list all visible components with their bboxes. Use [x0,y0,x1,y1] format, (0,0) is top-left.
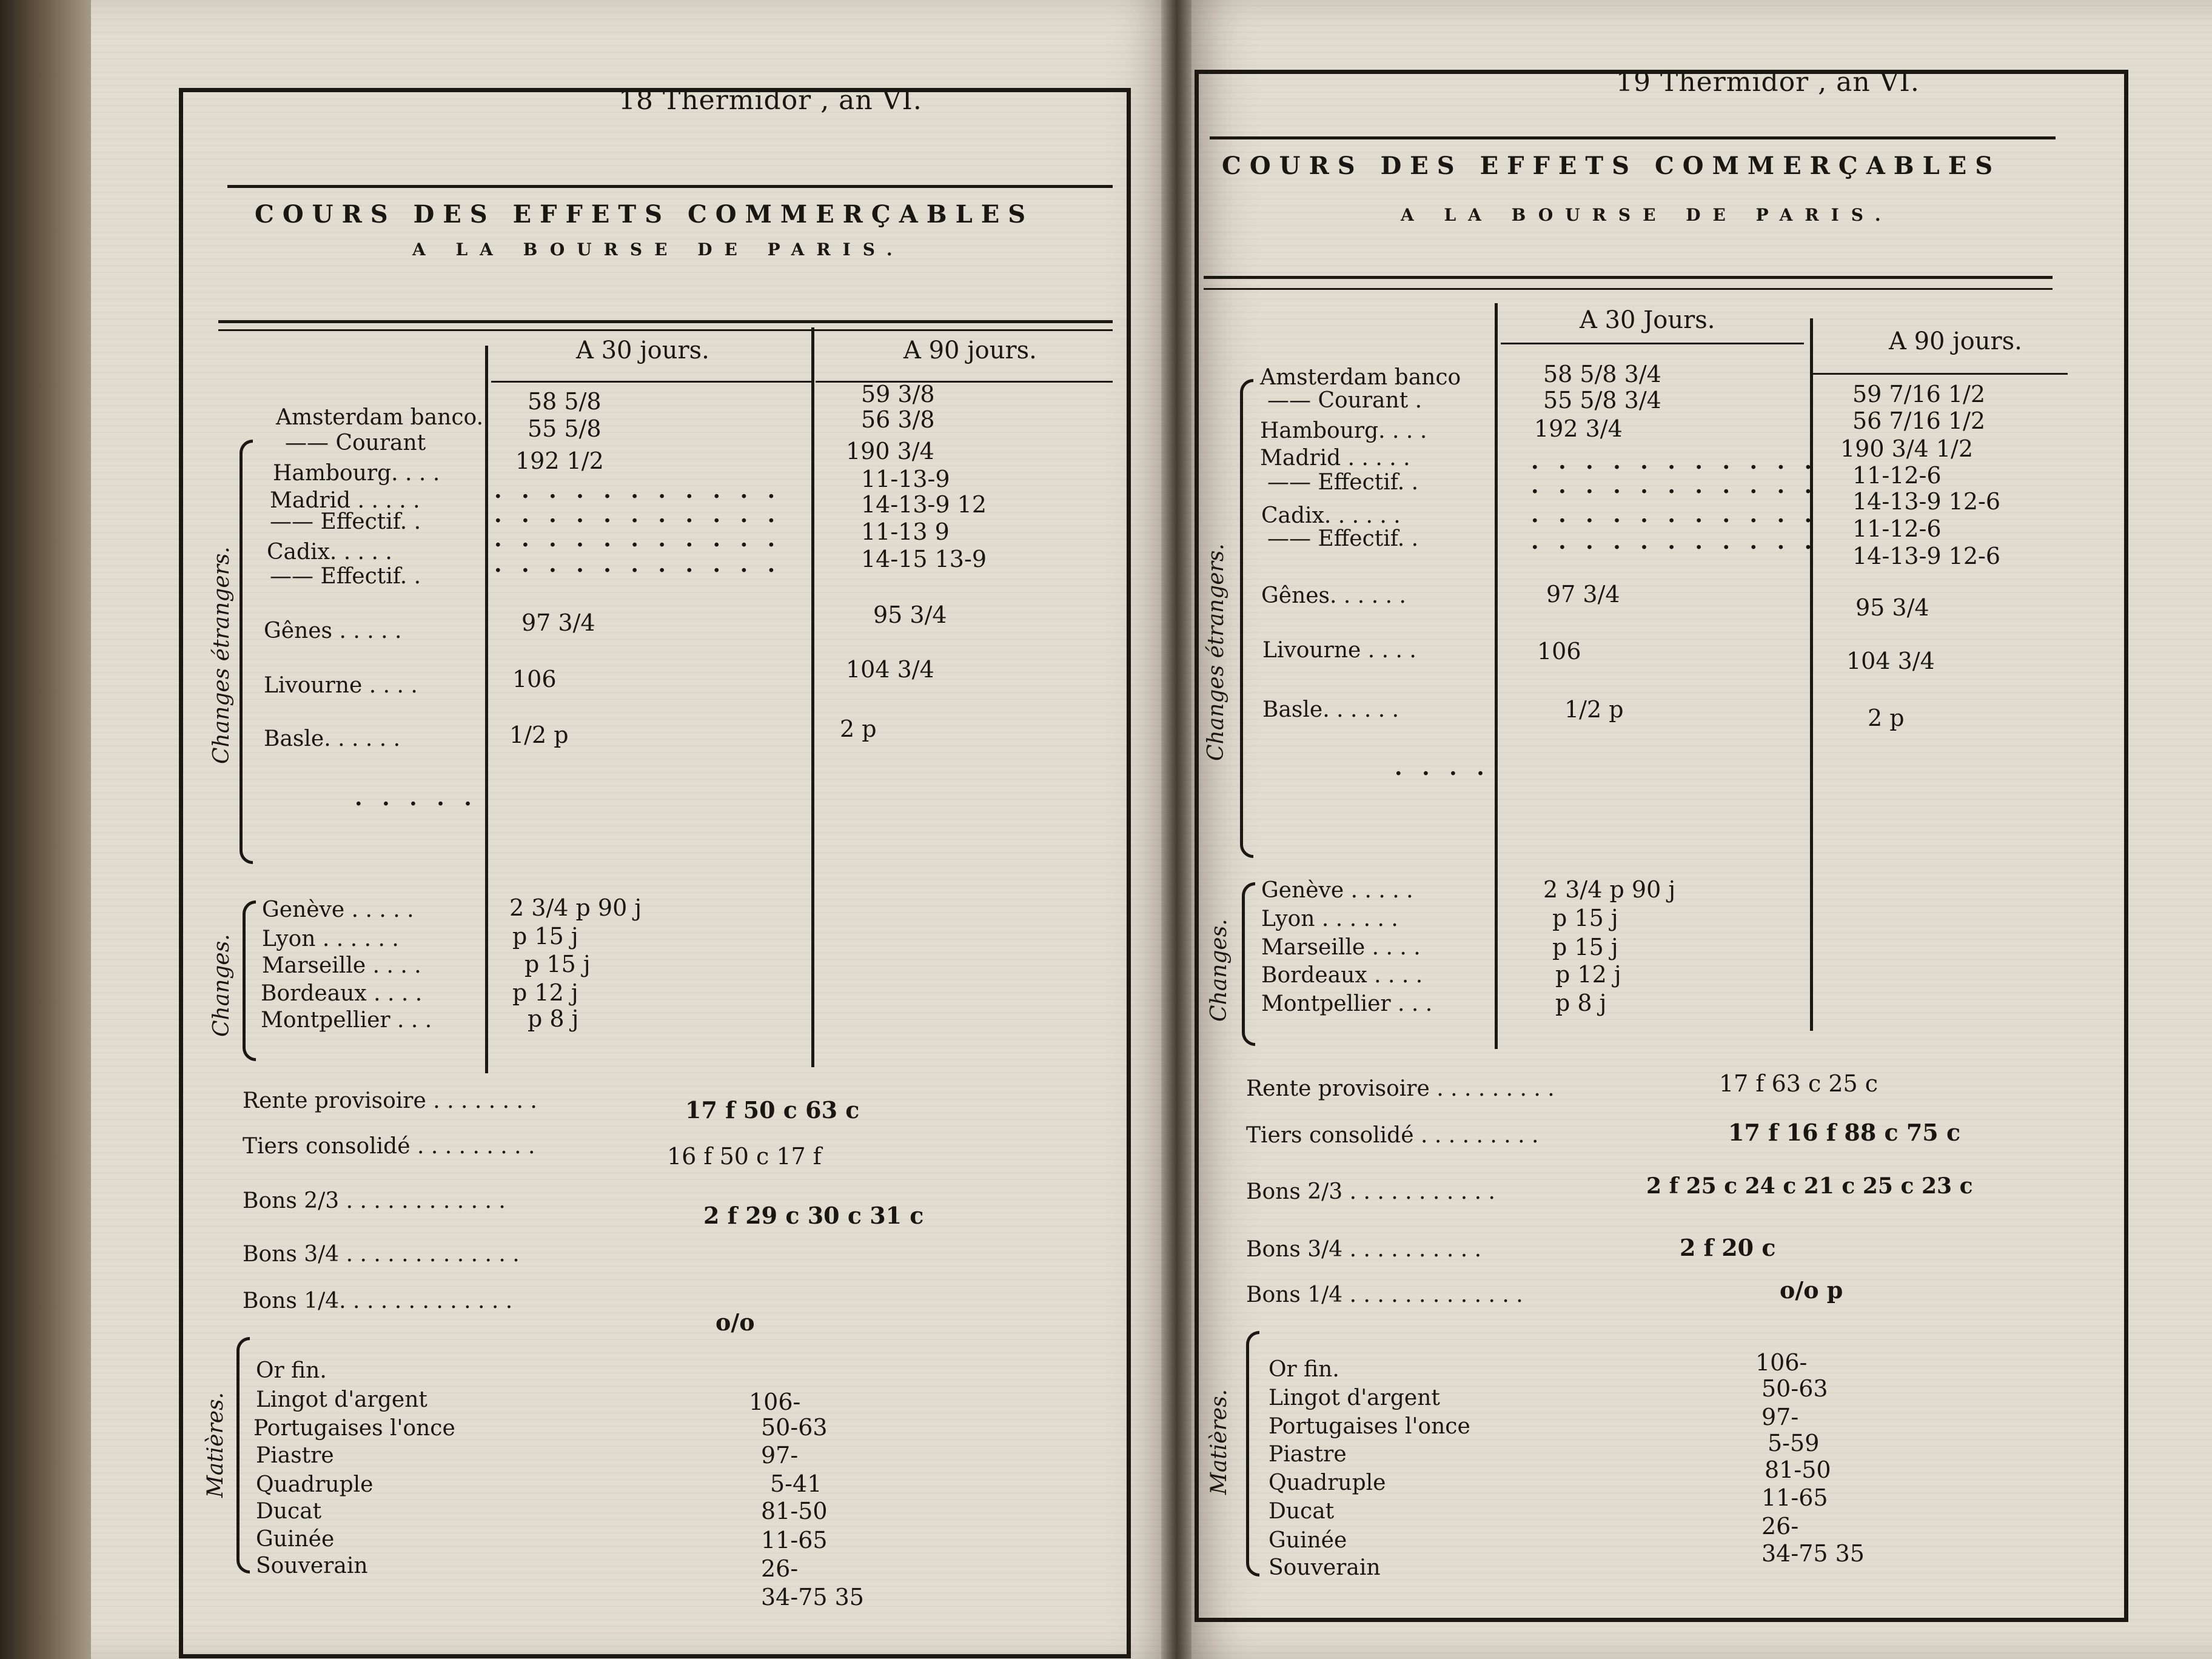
left-matiere-label: Piastre [256,1443,334,1468]
right-rente-value: 17 f 63 c 25 c [1719,1070,1879,1097]
left-row-v30: 192 1/2 [515,447,604,474]
right-matiere-label: Portugaises l'once [1269,1414,1470,1439]
right-row-v90: 11-12-6 [1852,515,1942,542]
left-domestic-label: Lyon . . . . . . [262,927,399,951]
right-row-v30: 58 5/8 3/4 [1543,361,1661,387]
right-domestic-value: p 12 j [1555,961,1621,988]
right-row-v90: 11-12-6 [1852,462,1942,489]
right-group-foreign: Changes étrangers. [1204,543,1228,761]
left-row-v30: 55 5/8 [528,415,602,442]
right-domestic-value: 2 3/4 p 90 j [1543,876,1676,903]
left-brace-foreign [240,440,253,864]
left-row-v30-dots: . . . . . . . . . . . [494,502,782,528]
left-rente-label: Rente provisoire . . . . . . . . [243,1088,537,1113]
right-matiere-value: 106- [1755,1349,1808,1376]
right-matiere-label: Ducat [1269,1499,1335,1524]
left-col-30-rule [491,381,813,383]
right-row-v30: 1/2 p [1564,696,1624,723]
right-row-v90: 2 p [1868,705,1905,731]
left-domestic-value: p 8 j [528,1005,579,1032]
right-matiere-value: 97- [1761,1404,1799,1430]
right-domestic-label: Montpellier . . . [1261,991,1433,1016]
left-matiere-label: Or fin. [256,1358,327,1383]
right-row-label: Cadix. . . . . . [1261,503,1401,528]
right-title-rule-top [1204,276,2053,279]
left-row-v90: 95 3/4 [873,602,947,628]
right-domestic-value: p 15 j [1552,905,1618,931]
left-matiere-label: Portugaises l'once [253,1416,455,1441]
right-domestic-label: Genève . . . . . [1261,878,1413,903]
left-domestic-label: Genève . . . . . [262,897,414,922]
right-matiere-label: Or fin. [1269,1357,1339,1382]
left-matiere-value: 26- [761,1555,799,1582]
right-row-label: . . . . [1395,755,1490,780]
left-brace-matieres [236,1337,250,1574]
left-domestic-label: Bordeaux . . . . [261,981,423,1006]
left-matiere-value: 97- [761,1442,799,1469]
right-row-v90: 14-13-9 12-6 [1852,543,2001,569]
left-row-v90: 104 3/4 [846,656,934,683]
left-row-v90: 11-13-9 [861,466,950,492]
right-col-divider-2 [1810,318,1813,1031]
right-row-label: —— Effectif. . [1267,526,1419,551]
left-domestic-value: p 12 j [512,979,578,1006]
right-rente-label: Rente provisoire . . . . . . . . . [1246,1076,1555,1101]
left-rente-value: 2 f 29 c 30 c 31 c [703,1202,924,1229]
left-row-v90: 2 p [840,716,877,742]
left-matiere-value: 11-65 [761,1527,828,1553]
left-row-label: —— Courant [285,431,426,455]
right-rente-label: Bons 3/4 . . . . . . . . . . [1246,1237,1482,1262]
right-page-subtitle: A LA BOURSE DE PARIS. [1401,205,1893,225]
left-domestic-label: Marseille . . . . [262,953,421,978]
left-row-label: . . . . . [355,785,478,811]
right-matiere-value: 34-75 35 [1761,1540,1865,1567]
left-row-v90: 14-13-9 12 [861,491,987,518]
right-row-v30: 55 5/8 3/4 [1543,387,1661,414]
left-row-v90: 11-13 9 [861,518,950,545]
right-matiere-value: 26- [1761,1513,1799,1540]
right-matiere-label: Guinée [1269,1528,1347,1553]
left-row-v30: 58 5/8 [528,388,602,415]
right-matiere-label: Lingot d'argent [1269,1386,1440,1410]
left-rente-label: Bons 2/3 . . . . . . . . . . . . [243,1188,506,1213]
right-row-v30-dots: . . . . . . . . . . . [1531,449,1818,474]
right-page-header: 19 Thermidor , an VI. [1616,67,1920,98]
left-matiere-value: 106- [749,1389,801,1415]
right-row-v90: 95 3/4 [1855,594,1929,621]
left-row-label: Gênes . . . . . [264,618,402,643]
left-matiere-value: 34-75 35 [761,1584,864,1610]
left-row-label: —— Effectif. . [270,509,421,534]
right-rente-value: 2 f 25 c 24 c 21 c 25 c 23 c [1646,1173,1973,1199]
left-matiere-value: 50-63 [761,1414,828,1441]
right-col-30-header: A 30 Jours. [1580,306,1715,334]
left-row-v90: 59 3/8 [861,381,935,407]
left-row-v90: 56 3/8 [861,406,935,433]
right-row-label: Basle. . . . . . [1262,697,1399,722]
right-row-label: Livourne . . . . [1262,638,1416,663]
right-domestic-label: Lyon . . . . . . [1261,907,1398,931]
right-row-label: Gênes. . . . . . [1261,583,1406,608]
right-matiere-value: 5-59 [1768,1430,1820,1456]
right-domestic-value: p 8 j [1555,990,1607,1016]
right-matiere-label: Piastre [1269,1442,1347,1467]
right-row-v30-dots: . . . . . . . . . . . [1531,502,1818,528]
right-rente-label: Bons 2/3 . . . . . . . . . . . [1246,1179,1495,1204]
left-row-v30: 1/2 p [509,722,569,748]
book-gutter [1161,0,1191,1659]
right-row-v90: 190 3/4 1/2 [1840,435,1974,462]
right-row-label: —— Courant . [1267,388,1423,413]
right-row-v30: 192 3/4 [1534,415,1623,442]
right-col-30-rule [1501,343,1804,344]
left-col-divider-1 [485,346,488,1073]
left-rente-value: 16 f 50 c 17 f [667,1143,822,1170]
left-matiere-label: Ducat [256,1499,322,1524]
left-row-label: Amsterdam banco. [276,405,484,430]
right-col-90-rule [1813,373,2068,375]
right-rente-value: 17 f 16 f 88 c 75 c [1728,1119,1961,1146]
right-matiere-value: 11-65 [1761,1484,1828,1511]
left-group-matieres: Matières. [203,1392,228,1498]
left-row-label: —— Effectif. . [270,564,421,589]
right-row-label: Hambourg. . . . [1260,418,1427,443]
right-rente-value: o/o p [1780,1276,1843,1304]
left-title-rule-bottom [218,329,1113,331]
left-col-divider-2 [811,327,814,1067]
right-domestic-value: p 15 j [1552,934,1618,960]
left-rente-value: o/o [716,1309,755,1336]
left-page-title: COURS DES EFFETS COMMERÇABLES [255,200,1034,229]
left-col-90-rule [816,381,1113,383]
right-row-v90: 56 7/16 1/2 [1852,407,1986,434]
right-row-v30-dots: . . . . . . . . . . . [1531,529,1818,554]
left-page-header: 18 Thermidor , an VI. [618,85,922,116]
right-rente-label: Tiers consolidé . . . . . . . . . [1246,1123,1539,1148]
right-group-matieres: Matières. [1207,1389,1232,1495]
left-matiere-value: 5-41 [770,1470,822,1497]
right-domestic-label: Marseille . . . . [1261,935,1421,960]
left-matiere-label: Quadruple [256,1472,374,1497]
right-col-divider-1 [1495,303,1498,1049]
left-group-changes: Changes. [209,934,234,1037]
right-row-v90: 14-13-9 12-6 [1852,488,2001,515]
left-page-subtitle: A LA BOURSE DE PARIS. [412,240,905,260]
left-domestic-value: 2 3/4 p 90 j [509,894,642,921]
right-rente-value: 2 f 20 c [1680,1234,1776,1261]
left-row-v30-dots: . . . . . . . . . . . [494,552,782,577]
left-rente-label: Tiers consolidé . . . . . . . . . [243,1134,535,1159]
left-matiere-label: Guinée [256,1527,335,1552]
left-col-30-header: A 30 jours. [576,337,709,364]
right-group-changes: Changes. [1207,919,1232,1022]
left-rente-label: Bons 3/4 . . . . . . . . . . . . . [243,1242,520,1267]
right-header-rule [1210,136,2056,139]
right-page-title: COURS DES EFFETS COMMERÇABLES [1222,152,2002,180]
right-row-v30-dots: . . . . . . . . . . . [1531,473,1818,498]
right-row-v90: 104 3/4 [1846,648,1935,674]
right-matiere-label: Quadruple [1269,1470,1386,1495]
left-rente-label: Bons 1/4. . . . . . . . . . . . . [243,1289,513,1313]
left-row-v30: 106 [512,666,557,692]
left-group-foreign: Changes étrangers. [209,546,234,764]
left-row-v90: 14-15 13-9 [861,546,987,572]
left-row-label: Cadix. . . . . [267,540,392,565]
right-matiere-value: 50-63 [1761,1375,1828,1402]
right-brace-changes [1242,882,1255,1046]
right-matiere-label: Souverain [1269,1555,1381,1580]
left-row-v30-dots: . . . . . . . . . . . [494,526,782,552]
right-brace-foreign [1240,379,1253,858]
left-row-label: Livourne . . . . [264,673,418,698]
left-header-rule [227,185,1113,188]
left-domestic-value: p 15 j [512,923,578,950]
left-row-label: Basle. . . . . . [264,726,401,751]
left-domestic-label: Montpellier . . . [261,1008,432,1033]
left-matiere-label: Lingot d'argent [256,1387,427,1412]
right-col-90-header: A 90 jours. [1889,327,2022,355]
right-row-v90: 59 7/16 1/2 [1852,381,1986,407]
left-row-v30-dots: . . . . . . . . . . . [494,478,782,503]
left-row-label: Madrid . . . . . [270,488,420,513]
right-row-v30: 97 3/4 [1546,581,1620,608]
left-col-90-header: A 90 jours. [903,337,1037,364]
right-row-v30: 106 [1537,638,1581,665]
left-matiere-value: 81-50 [761,1498,828,1524]
left-matiere-label: Souverain [256,1553,368,1578]
right-row-label: Madrid . . . . . [1260,446,1410,471]
left-row-label: Hambourg. . . . [273,461,440,486]
right-rente-label: Bons 1/4 . . . . . . . . . . . . . [1246,1282,1523,1307]
left-domestic-value: p 15 j [525,951,591,977]
right-brace-matieres [1246,1331,1259,1577]
right-title-rule-bottom [1204,288,2053,290]
left-brace-changes [243,900,256,1061]
left-title-rule-top [218,320,1113,323]
right-domestic-label: Bordeaux . . . . [1261,963,1423,988]
right-row-label: Amsterdam banco [1260,365,1461,390]
left-row-v30: 97 3/4 [521,609,595,636]
left-row-v90: 190 3/4 [846,438,934,464]
right-row-label: —— Effectif. . [1267,470,1419,495]
right-matiere-value: 81-50 [1765,1456,1831,1483]
left-rente-value: 17 f 50 c 63 c [685,1096,860,1124]
